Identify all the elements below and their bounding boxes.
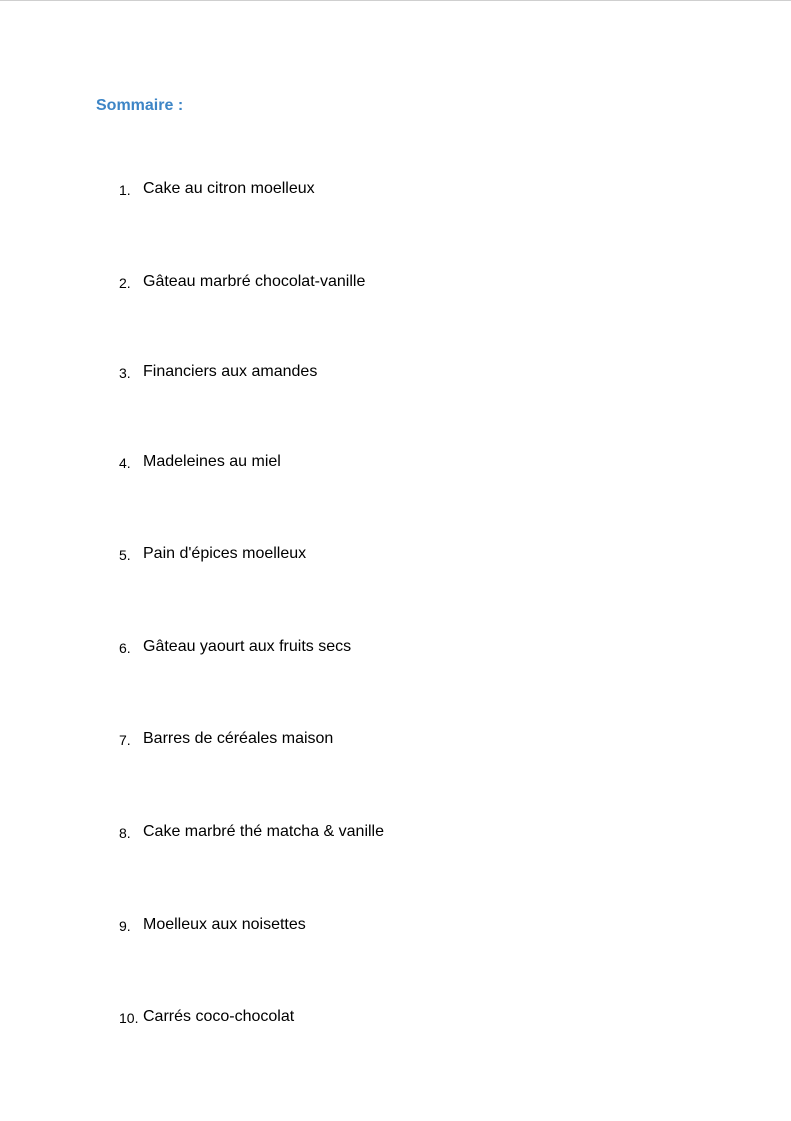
toc-item-label[interactable]: Gâteau yaourt aux fruits secs	[143, 638, 352, 655]
toc-item-number: 6.	[119, 640, 131, 656]
toc-item-label[interactable]: Financiers aux amandes	[143, 363, 318, 380]
toc-item-3[interactable]	[0, 363, 791, 383]
toc-item-5[interactable]	[0, 545, 791, 565]
toc-item-9[interactable]	[0, 916, 791, 936]
toc-item-number: 9.	[119, 918, 131, 934]
toc-item-number: 1.	[119, 182, 131, 198]
toc-item-label[interactable]: Pain d'épices moelleux	[143, 545, 307, 562]
page-top-border	[0, 0, 791, 1]
toc-item-label[interactable]: Moelleux aux noisettes	[143, 916, 306, 933]
toc-item-label[interactable]: Carrés coco-chocolat	[143, 1008, 295, 1025]
toc-item-number: 10.	[119, 1010, 139, 1026]
toc-item-number: 8.	[119, 825, 131, 841]
toc-item-number: 7.	[119, 732, 131, 748]
toc-item-number: 5.	[119, 547, 131, 563]
toc-item-label[interactable]: Gâteau marbré chocolat-vanille	[143, 273, 366, 290]
toc-item-label[interactable]: Cake marbré thé matcha & vanille	[143, 823, 384, 840]
toc-item-8[interactable]	[0, 823, 791, 843]
toc-item-number: 4.	[119, 455, 131, 471]
toc-item-6[interactable]	[0, 638, 791, 658]
toc-heading: Sommaire :	[96, 97, 184, 114]
toc-item-10[interactable]	[0, 1008, 791, 1028]
toc-item-label[interactable]: Cake au citron moelleux	[143, 180, 315, 197]
toc-item-4[interactable]	[0, 453, 791, 473]
toc-item-label[interactable]: Barres de céréales maison	[143, 730, 334, 747]
toc-item-number: 3.	[119, 365, 131, 381]
toc-item-2[interactable]	[0, 273, 791, 293]
toc-item-label[interactable]: Madeleines au miel	[143, 453, 281, 470]
toc-item-number: 2.	[119, 275, 131, 291]
toc-item-7[interactable]	[0, 730, 791, 750]
toc-item-1[interactable]	[0, 180, 791, 200]
